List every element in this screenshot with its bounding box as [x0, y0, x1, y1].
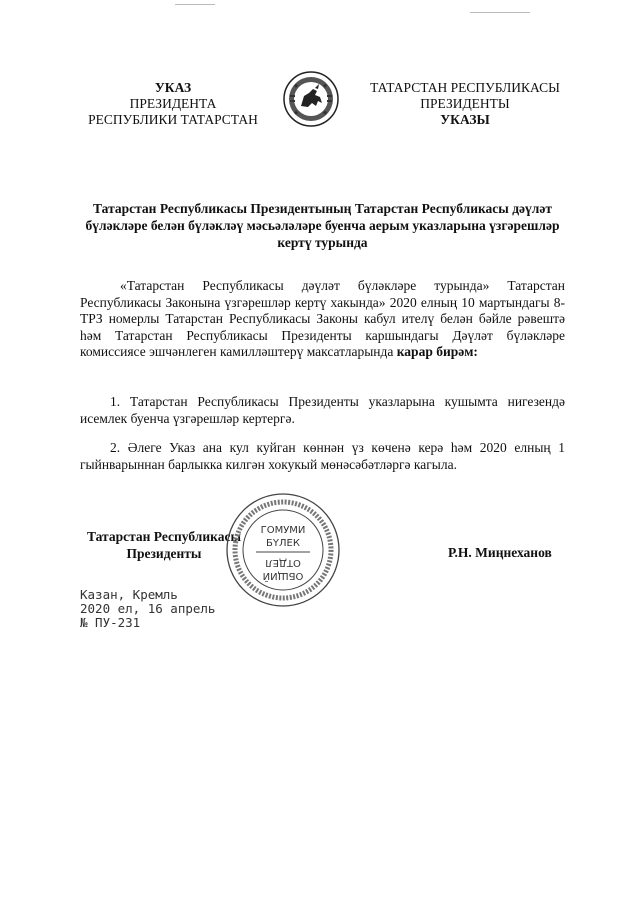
- signatory-name: Р.Н. Миңнеханов: [448, 545, 552, 560]
- footer-number: № ПУ-231: [80, 615, 141, 630]
- stamp-line3: ОТДЕЛ: [265, 557, 301, 568]
- stamp-line1: ГОМУМИ: [260, 525, 306, 536]
- header-left-line2: ПРЕЗИДЕНТА: [129, 96, 217, 111]
- signature-title-line1: Татарстан Республикасы: [86, 529, 241, 544]
- paragraph-item-1: 1. Татарстан Республикасы Президенты указларына кушымта нигезендә исемлек буенча үзгәрешләр кертергә.: [80, 394, 565, 426]
- decree-phrase: карар бирәм:: [396, 344, 478, 359]
- paragraph-preamble: [80, 278, 565, 361]
- document-title: Татарстан Республикасы Президентының Татарстан Республикасы дәүләт бүләкләре белән бүләкләү мәсьәләләре буенча аерым указларына үзгәрешләр кертү турында: [85, 201, 560, 250]
- footer-place: Казан, Кремль: [80, 587, 178, 602]
- header-right-line1: ТАТАРСТАН РЕСПУБЛИКАСЫ: [370, 80, 560, 95]
- official-stamp: [223, 490, 343, 610]
- header-right: [360, 80, 570, 128]
- stamp-line2: БҮЛЕК: [266, 538, 300, 549]
- paragraph-item-2: 2. Әлеге Указ ана кул куйган көннән үз көченә керә һәм 2020 елның 1 гыйнварыннан барлыкка килгән хокукый мөнәсәбәтләргә кагыла.: [80, 440, 565, 472]
- stamp-line4: ОБЩИЙ: [262, 570, 304, 581]
- scan-artifact: [470, 12, 530, 13]
- scan-artifact: [175, 4, 215, 5]
- preamble-text: «Татарстан Республикасы дәүләт бүләкләре турында» Татарстан Республикасы Законына үзгәрешләр кертү хакында» 2020 елның 10 мартындагы 8-ТРЗ номерлы Татарстан Республикасы Законы кабул ителү белән бәйле рәвештә һәм Татарстан Республикасы Президенты каршындагы Дәүләт бүләкләре комиссиясе эшчәнлеген камилләштерү максатларында: [80, 278, 565, 359]
- header-left-line3: РЕСПУБЛИКИ ТАТАРСТАН: [88, 112, 258, 127]
- header-right-line3: УКАЗЫ: [440, 112, 490, 127]
- tatarstan-emblem-icon: [282, 70, 340, 128]
- document-footer: [80, 588, 215, 630]
- header-left-line1: УКАЗ: [154, 80, 192, 95]
- header-right-line2: ПРЕЗИДЕНТЫ: [420, 96, 510, 111]
- footer-date: 2020 ел, 16 апрель: [80, 601, 216, 616]
- signature-title-line2: Президенты: [126, 546, 202, 561]
- header-left: [78, 80, 268, 128]
